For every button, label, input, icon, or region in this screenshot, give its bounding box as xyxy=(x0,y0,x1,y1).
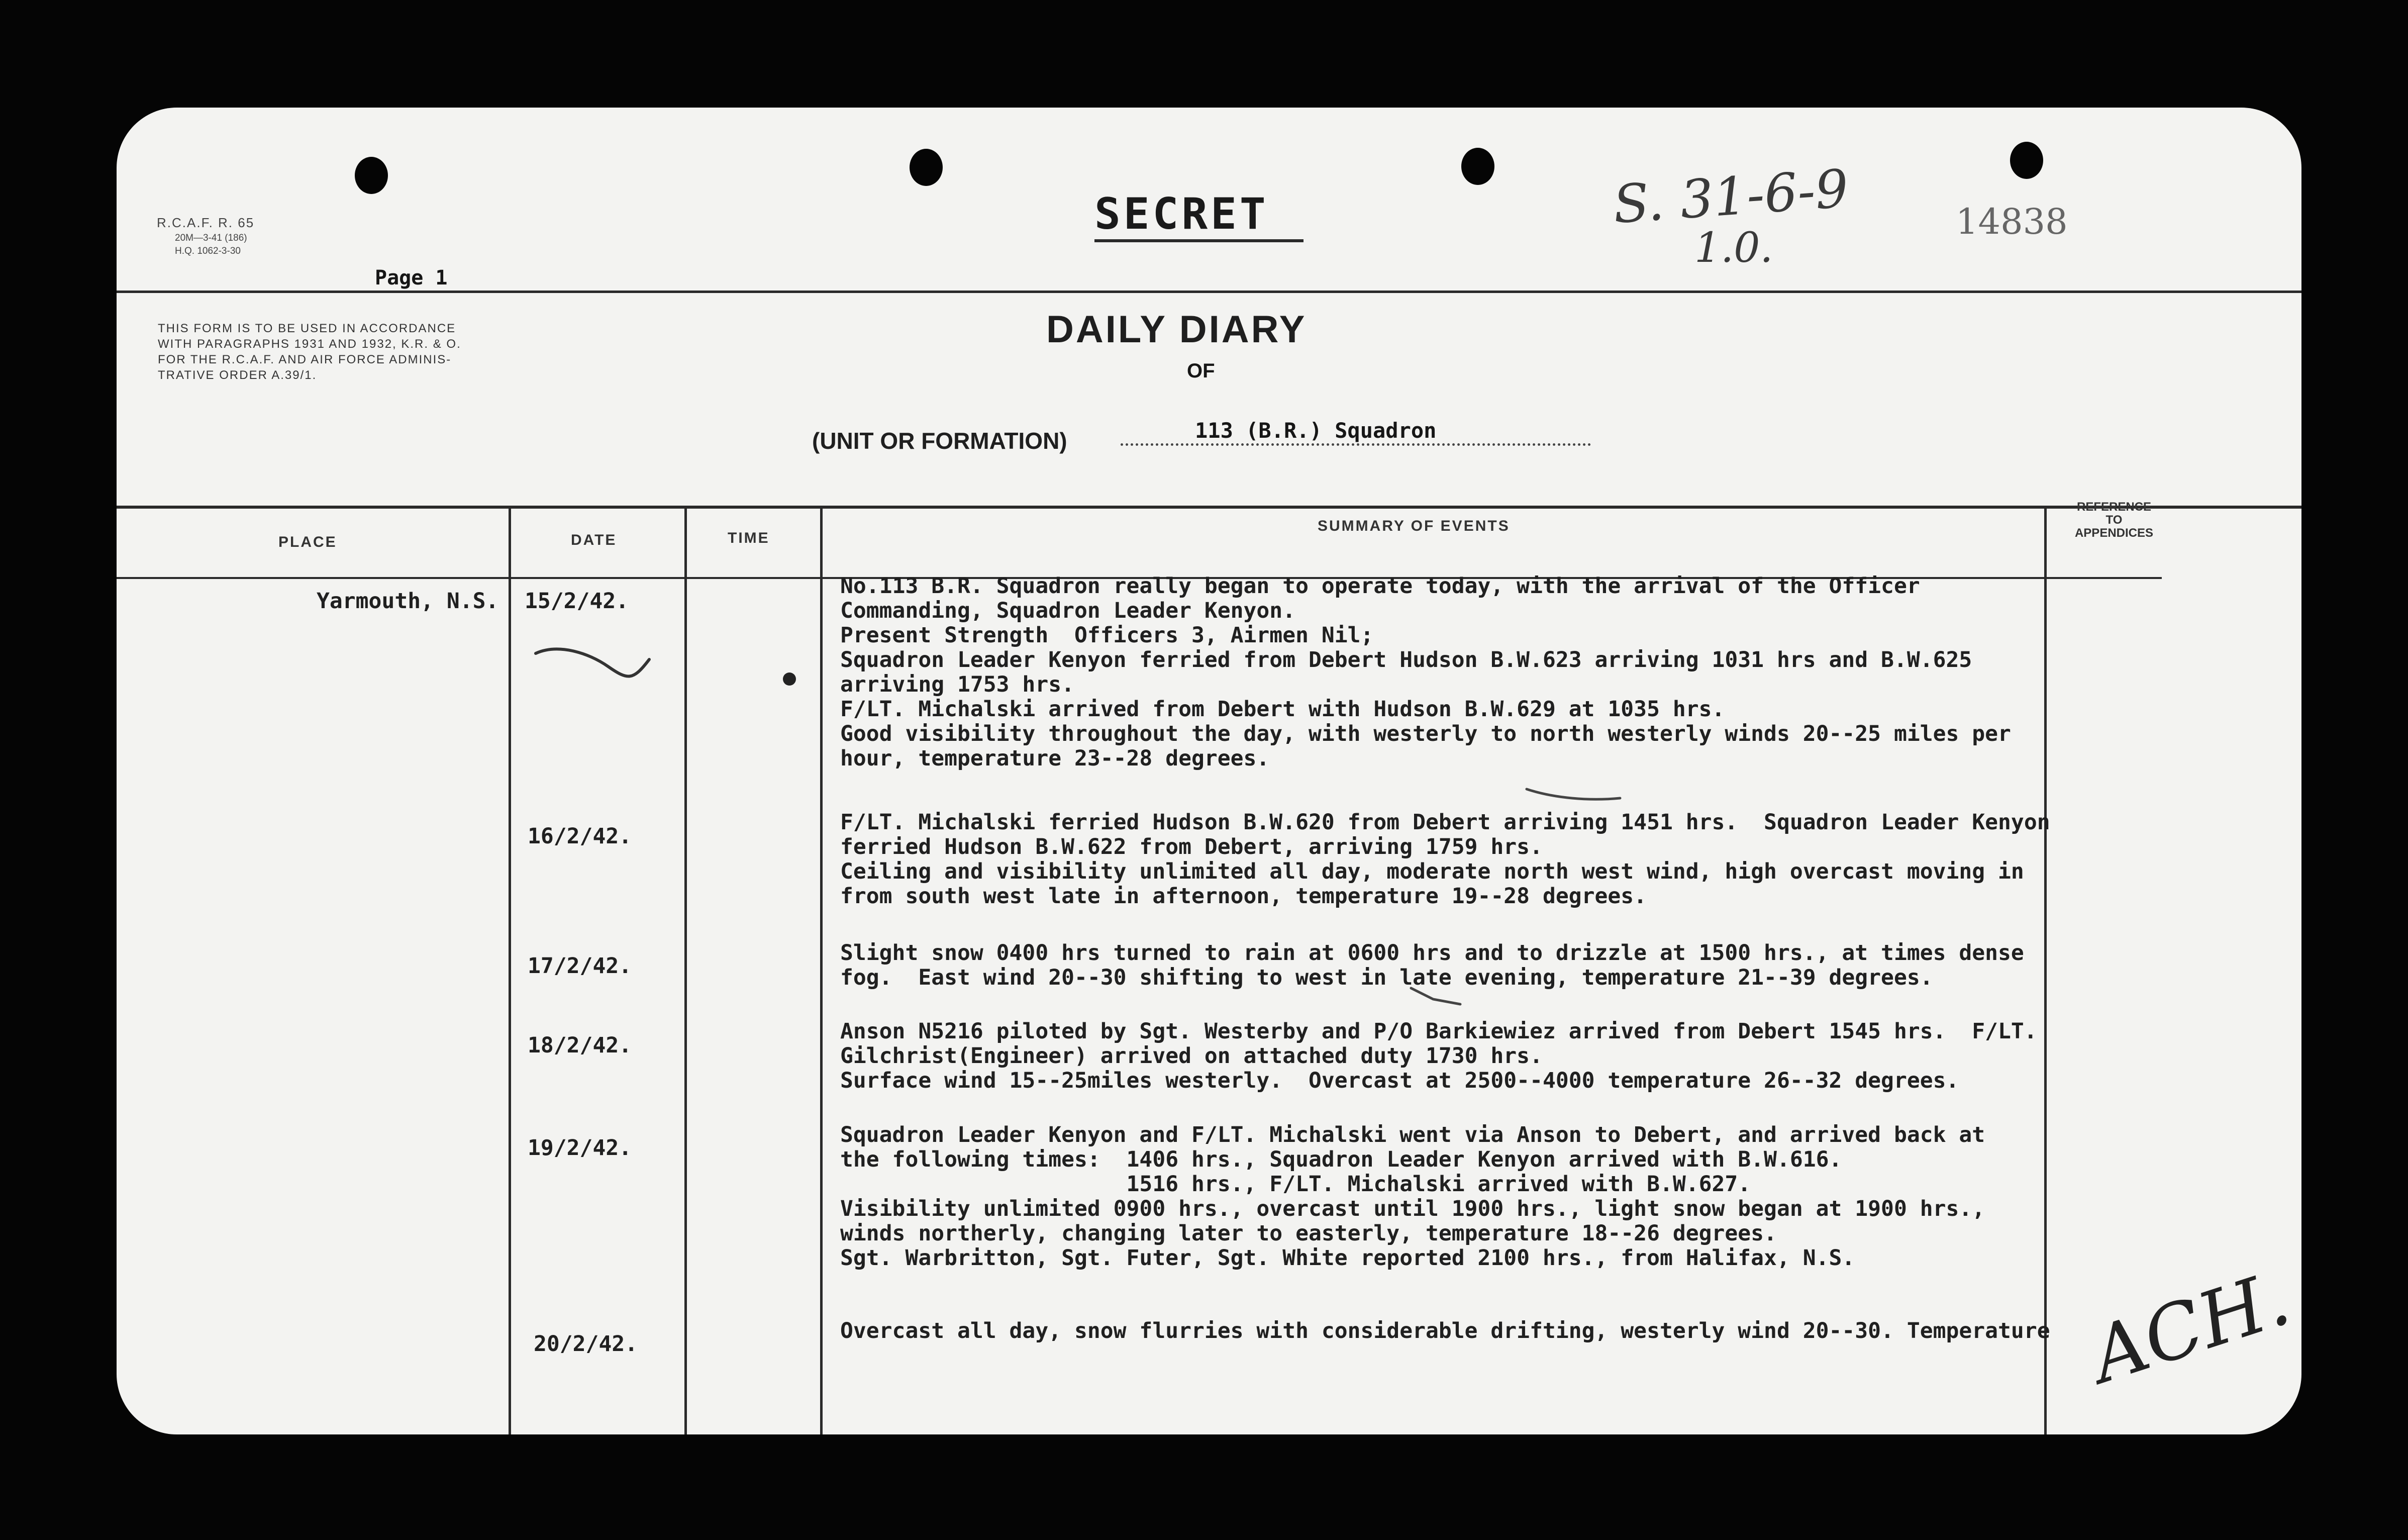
place-cell: Yarmouth, N.S. xyxy=(317,589,499,614)
summary-line: Present Strength Officers 3, Airmen Nil; xyxy=(840,623,1374,648)
form-code-line: R.C.A.F. R. 65 xyxy=(157,215,255,230)
summary-entry xyxy=(840,810,2050,909)
summary-entry xyxy=(840,1019,2037,1093)
summary-line: F/LT. Michalski ferried Hudson B.W.620 from Debert arriving 1451 hrs. Squadron Leader Kenyon xyxy=(840,810,2050,835)
summary-line: Overcast all day, snow flurries with considerable drifting, westerly wind 20--30. Temperature xyxy=(840,1318,2050,1343)
classification-stamp: SECRET xyxy=(1094,189,1269,239)
column-header-summary: SUMMARY OF EVENTS xyxy=(1318,518,1510,534)
column-header-date: DATE xyxy=(571,532,617,548)
column-header-time: TIME xyxy=(728,530,770,546)
reference-header-line: TO xyxy=(2105,513,2123,527)
handwritten-initials: ACH. xyxy=(2080,1255,2300,1400)
summary-line: Gilchrist(Engineer) arrived on attached duty 1730 hrs. xyxy=(840,1043,1543,1069)
column-divider xyxy=(509,509,511,1434)
top-rule xyxy=(117,291,2301,293)
date-cell: 20/2/42. xyxy=(534,1331,638,1357)
table-top-rule xyxy=(117,506,2301,509)
punch-hole xyxy=(910,149,943,186)
handwritten-file-reference: S. 31-6-9 xyxy=(1611,157,1851,236)
column-divider xyxy=(820,509,823,1434)
summary-line: No.113 B.R. Squadron really began to operate today, with the arrival of the Officer xyxy=(840,573,1920,599)
summary-line: Commanding, Squadron Leader Kenyon. xyxy=(840,598,1296,623)
summary-line: Squadron Leader Kenyon and F/LT. Michalski went via Anson to Debert, and arrived back at xyxy=(840,1122,1985,1147)
summary-line: Squadron Leader Kenyon ferried from Debert Hudson B.W.623 arriving 1031 hrs and B.W.625 xyxy=(840,647,1972,672)
punch-hole xyxy=(355,157,388,194)
unit-value: 113 (B.R.) Squadron xyxy=(1195,418,1437,443)
handwritten-squiggle xyxy=(533,641,653,692)
punch-hole xyxy=(1461,148,1494,185)
ink-blot xyxy=(783,672,796,686)
summary-entry xyxy=(840,941,2024,990)
date-cell: 15/2/42. xyxy=(525,589,629,614)
summary-line: Slight snow 0400 hrs turned to rain at 0600 hrs and to drizzle at 1500 hrs., at times dense xyxy=(840,940,2024,966)
summary-entry xyxy=(840,1123,1985,1271)
summary-line: the following times: 1406 hrs., Squadron Leader Kenyon arrived with B.W.616. xyxy=(840,1147,1842,1172)
punch-hole xyxy=(2010,142,2043,179)
summary-line: winds northerly, changing later to easterly, temperature 18--26 degrees. xyxy=(840,1221,1777,1246)
summary-line: 1516 hrs., F/LT. Michalski arrived with B.W.627. xyxy=(840,1172,1751,1197)
summary-line: ferried Hudson B.W.622 from Debert, arriving 1759 hrs. xyxy=(840,834,1543,859)
form-instructions xyxy=(158,321,461,383)
column-divider xyxy=(2044,509,2047,1434)
column-header-place: PLACE xyxy=(278,534,337,550)
summary-line: Surface wind 15--25miles westerly. Overcast at 2500--4000 temperature 26--32 degrees. xyxy=(840,1068,1959,1093)
form-code-line: 20M—3-41 (186) xyxy=(175,233,247,243)
column-header-reference xyxy=(2066,501,2162,540)
instruction-line: WITH PARAGRAPHS 1931 AND 1932, K.R. & O. xyxy=(158,337,461,351)
form-title: DAILY DIARY xyxy=(1046,308,1307,351)
summary-line: Good visibility throughout the day, with westerly to north westerly winds 20--25 miles per xyxy=(840,721,2011,746)
instruction-line: THIS FORM IS TO BE USED IN ACCORDANCE xyxy=(158,322,456,335)
form-code-line: H.Q. 1062-3-30 xyxy=(175,246,241,256)
unit-label: (UNIT OR FORMATION) xyxy=(812,428,1067,454)
stamp-number: 14838 xyxy=(1956,201,2068,242)
form-title-of: OF xyxy=(1187,360,1215,382)
date-cell: 18/2/42. xyxy=(528,1033,632,1058)
summary-entry xyxy=(840,574,2011,771)
instruction-line: FOR THE R.C.A.F. AND AIR FORCE ADMINIS- xyxy=(158,353,452,366)
summary-line: from south west late in afternoon, temperature 19--28 degrees. xyxy=(840,884,1647,909)
handwritten-tick xyxy=(1408,984,1463,1019)
unit-dotted-line xyxy=(1121,443,1591,446)
handwritten-dash xyxy=(1524,781,1624,811)
classification-underline xyxy=(1094,239,1303,242)
form-code xyxy=(157,215,254,257)
summary-line: Ceiling and visibility unlimited all day, moderate north west wind, high overcast moving in xyxy=(840,859,2024,884)
summary-entry xyxy=(840,1319,2050,1343)
date-cell: 19/2/42. xyxy=(528,1135,632,1161)
instruction-line: TRATIVE ORDER A.39/1. xyxy=(158,368,317,382)
diary-form-card xyxy=(117,108,2301,1434)
date-cell: 17/2/42. xyxy=(528,953,632,979)
reference-header-line: REFERENCE xyxy=(2076,500,2152,514)
summary-line: Sgt. Warbritton, Sgt. Futer, Sgt. White reported 2100 hrs., from Halifax, N.S. xyxy=(840,1245,1855,1271)
column-divider xyxy=(684,509,687,1434)
page-label: Page 1 xyxy=(375,266,448,290)
summary-line: F/LT. Michalski arrived from Debert with Hudson B.W.629 at 1035 hrs. xyxy=(840,697,1725,722)
summary-line: arriving 1753 hrs. xyxy=(840,672,1074,697)
date-cell: 16/2/42. xyxy=(528,824,632,849)
summary-line: Visibility unlimited 0900 hrs., overcast until 1900 hrs., light snow began at 1900 hrs., xyxy=(840,1196,1985,1221)
summary-line: hour, temperature 23--28 degrees. xyxy=(840,746,1270,771)
summary-line: fog. East wind 20--30 shifting to west in late evening, temperature 21--39 degrees. xyxy=(840,965,1933,990)
handwritten-note: 1.0. xyxy=(1694,224,1773,272)
summary-line: Anson N5216 piloted by Sgt. Westerby and P/O Barkiewiez arrived from Debert 1545 hrs. F/LT. xyxy=(840,1019,2037,1044)
reference-header-line: APPENDICES xyxy=(2074,526,2154,540)
